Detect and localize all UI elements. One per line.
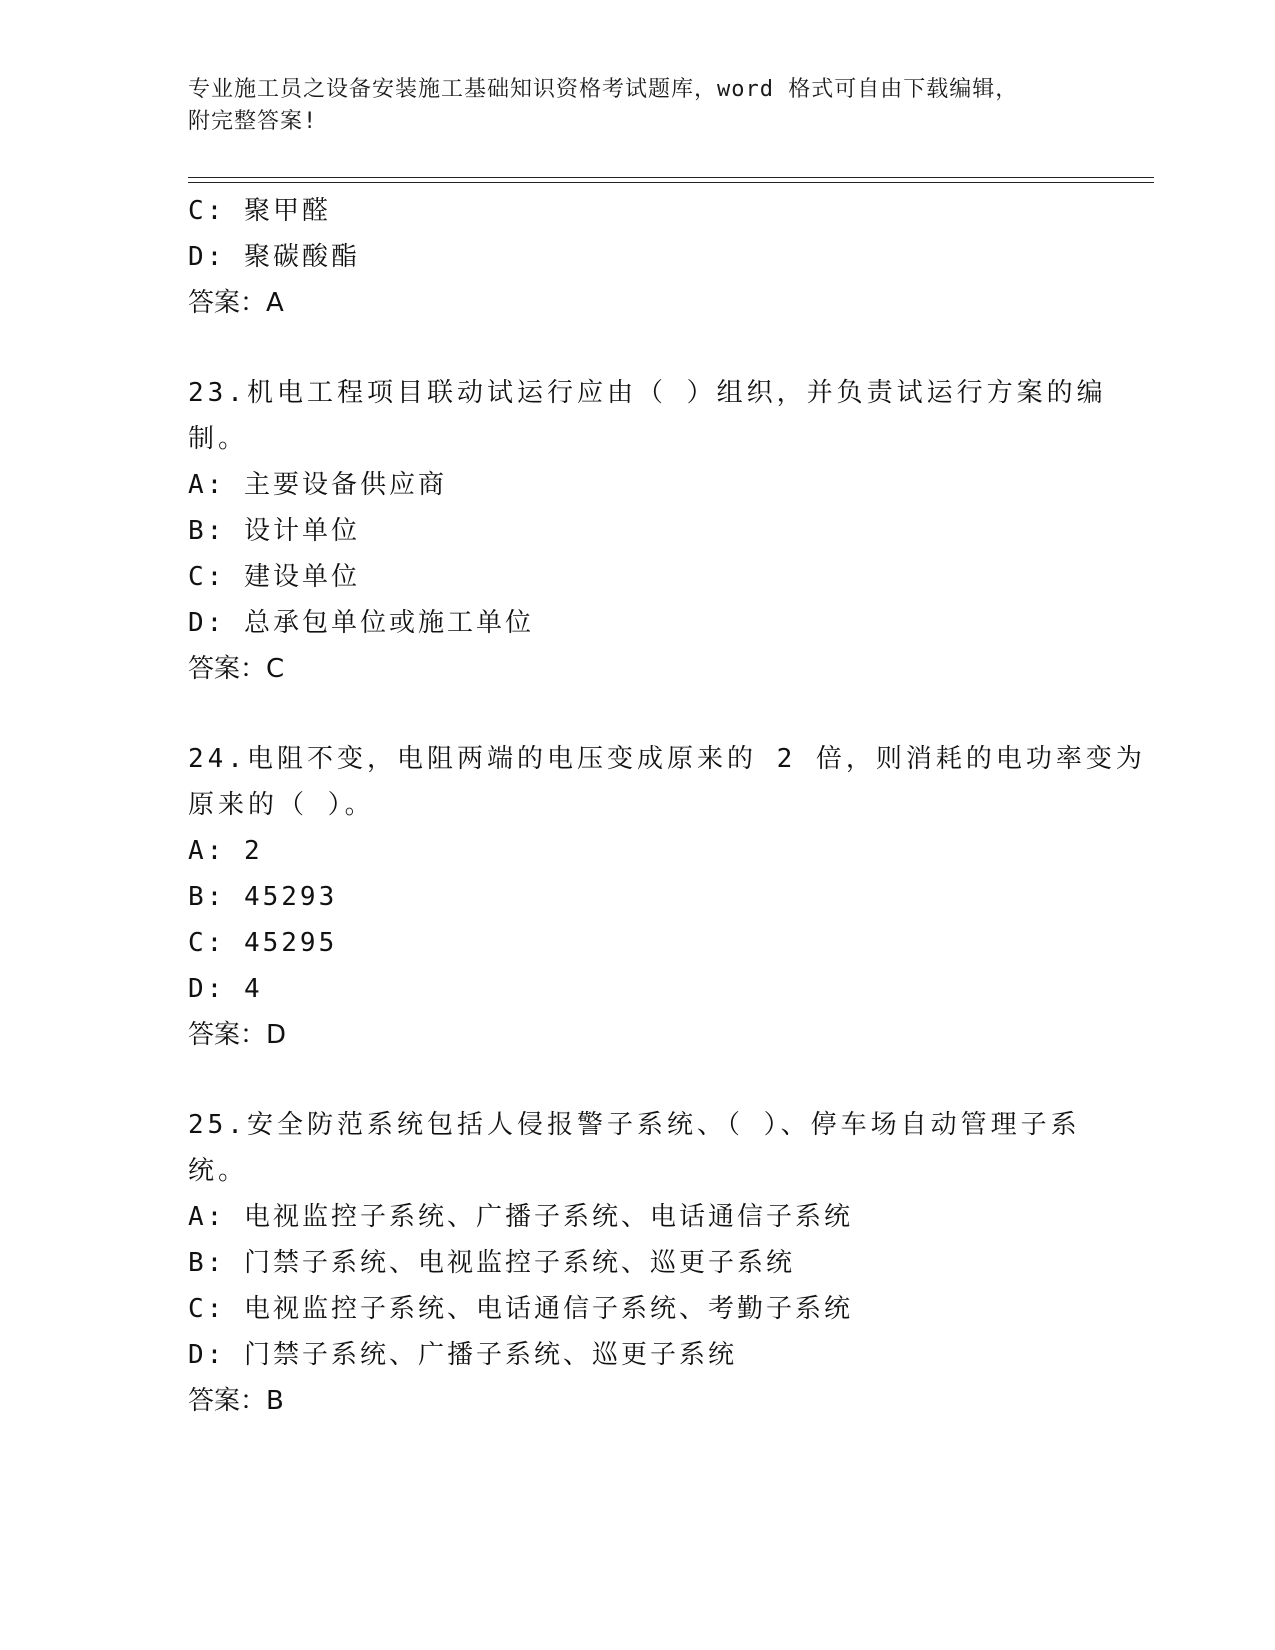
option-d: D: 4 (188, 974, 263, 1004)
option-c: C: 建设单位 (188, 562, 360, 592)
question-24 (188, 736, 1146, 1058)
question-25 (188, 1102, 1088, 1424)
option-a: A: 电视监控子系统、广播子系统、电话通信子系统 (188, 1202, 853, 1232)
option-a: A: 主要设备供应商 (188, 470, 447, 500)
header-divider-top (188, 177, 1154, 178)
answer-line: 答案：B (188, 1386, 284, 1416)
question-stem-continued: 原来的（ ）。 (188, 790, 375, 820)
answer-line: 答案：C (188, 654, 285, 684)
question-stem: 25.安全防范系统包括人侵报警子系统、（ ）、停车场自动管理子系 (188, 1110, 1081, 1140)
option-d: D: 门禁子系统、广播子系统、巡更子系统 (188, 1340, 737, 1370)
question-stem-continued: 制。 (188, 424, 249, 454)
option-d: D: 聚碳酸酯 (188, 242, 360, 272)
document-header (188, 74, 1068, 138)
header-divider-bottom (188, 182, 1154, 183)
question-23 (188, 370, 1107, 692)
question-stem: 23.机电工程项目联动试运行应由（ ）组织，并负责试运行方案的编 (188, 378, 1107, 408)
option-b: B: 设计单位 (188, 516, 360, 546)
header-line-2: 附完整答案! (188, 109, 318, 134)
answer-line: 答案：D (188, 1020, 287, 1050)
question-stem: 24.电阻不变，电阻两端的电压变成原来的 2 倍，则消耗的电功率变为 (188, 744, 1146, 774)
question-content (188, 188, 1146, 1424)
option-c: C: 45295 (188, 928, 338, 958)
option-b: B: 门禁子系统、电视监控子系统、巡更子系统 (188, 1248, 795, 1278)
option-b: B: 45293 (188, 882, 338, 912)
continued-question (188, 188, 1088, 326)
answer-line: 答案：A (188, 288, 284, 318)
option-c: C: 电视监控子系统、电话通信子系统、考勤子系统 (188, 1294, 853, 1324)
option-a: A: 2 (188, 836, 263, 866)
question-stem-continued: 统。 (188, 1156, 249, 1186)
option-d: D: 总承包单位或施工单位 (188, 608, 534, 638)
header-line-1: 专业施工员之设备安装施工基础知识资格考试题库，word 格式可自由下载编辑， (188, 77, 1019, 102)
option-c: C: 聚甲醛 (188, 196, 331, 226)
